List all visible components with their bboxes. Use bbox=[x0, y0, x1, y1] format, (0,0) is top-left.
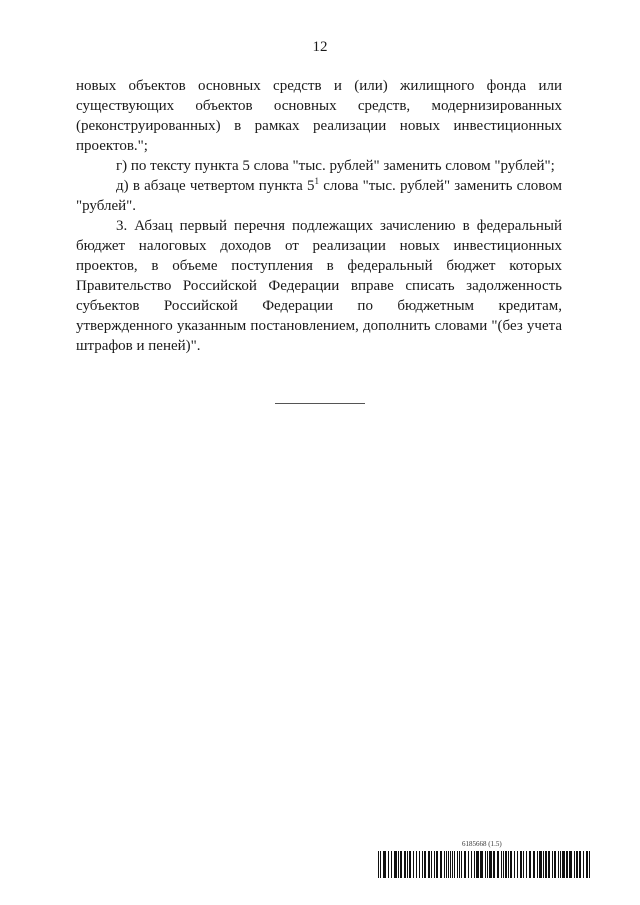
text-line: "рублей". bbox=[76, 198, 137, 214]
text-line: бюджет налоговых доходов от реализации новых инвестиционных bbox=[76, 238, 562, 254]
text-line: Правительство Российской Федерации вправе списать задолженность bbox=[76, 278, 562, 294]
paragraph bbox=[76, 76, 562, 156]
page-number: 12 bbox=[312, 39, 328, 55]
barcode-bar bbox=[576, 851, 578, 878]
barcode-bar bbox=[548, 851, 550, 878]
text-line: субъектов Российской Федерации по бюджетным кредитам, bbox=[76, 298, 562, 314]
text-segment: слова "тыс. рублей" заменить словом bbox=[319, 178, 562, 194]
barcode-bar bbox=[517, 851, 518, 878]
barcode-bar bbox=[446, 851, 447, 878]
barcode-bar bbox=[464, 851, 466, 878]
barcode-bar bbox=[539, 851, 542, 878]
separator-line bbox=[275, 403, 365, 404]
barcode-bar bbox=[378, 851, 379, 878]
barcode-bar bbox=[461, 851, 462, 878]
barcode-bar bbox=[409, 851, 411, 878]
barcode-bar bbox=[391, 851, 392, 878]
barcode-bar bbox=[454, 851, 455, 878]
barcode-bar bbox=[489, 851, 492, 878]
text-segment: д) в абзаце четвертом пункта 5 bbox=[116, 178, 315, 194]
paragraph bbox=[76, 176, 562, 216]
barcode-bar bbox=[457, 851, 458, 878]
text-line: г) по тексту пункта 5 слова "тыс. рублей" заменить словом "рублей"; bbox=[116, 158, 555, 174]
barcode-bar bbox=[503, 851, 504, 878]
text-line: существующих объектов основных средств, модернизированных bbox=[76, 98, 562, 114]
barcode-bar bbox=[476, 851, 479, 878]
barcode-bar bbox=[444, 851, 445, 878]
barcode-bar bbox=[579, 851, 581, 878]
barcode-bar bbox=[505, 851, 507, 878]
barcode-bar bbox=[589, 851, 590, 878]
text-line: 3. Абзац первый перечня подлежащих зачислению в федеральный bbox=[116, 218, 562, 234]
barcode-bar bbox=[545, 851, 547, 878]
barcode-bar bbox=[383, 851, 386, 878]
barcode-bar bbox=[416, 851, 417, 878]
document-body bbox=[76, 76, 562, 356]
barcode-bar bbox=[436, 851, 438, 878]
barcode-bar bbox=[514, 851, 515, 878]
barcode-bar bbox=[431, 851, 432, 878]
barcode-bar bbox=[398, 851, 399, 878]
text-line: проектов, в объеме поступления в федеральный бюджет которых bbox=[76, 258, 562, 274]
barcode-bar bbox=[419, 851, 420, 878]
barcode-bar bbox=[520, 851, 522, 878]
barcode-bar bbox=[480, 851, 483, 878]
barcode-bar bbox=[501, 851, 502, 878]
barcode-bar bbox=[497, 851, 499, 878]
barcode-bar bbox=[560, 851, 561, 878]
barcode-bar bbox=[487, 851, 488, 878]
barcode-bar bbox=[428, 851, 430, 878]
barcode-bar bbox=[569, 851, 572, 878]
barcode-bar bbox=[543, 851, 544, 878]
barcode-bar bbox=[380, 851, 381, 878]
text-line: штрафов и пеней)". bbox=[76, 338, 201, 354]
barcode-bar bbox=[394, 851, 397, 878]
barcode-bar bbox=[558, 851, 559, 878]
barcode-bar bbox=[440, 851, 442, 878]
text-line: (реконструированных) в рамках реализации новых инвестиционных bbox=[76, 118, 562, 134]
text-line: утвержденного указанным постановлением, дополнить словами "(без учета bbox=[76, 318, 562, 334]
barcode-bar bbox=[566, 851, 568, 878]
barcode-bar bbox=[468, 851, 469, 878]
barcode-bar bbox=[493, 851, 495, 878]
barcode-bar bbox=[474, 851, 475, 878]
paragraph bbox=[76, 156, 562, 176]
barcode-bar bbox=[583, 851, 584, 878]
document-code: 6185668 (1.5) bbox=[462, 840, 502, 848]
barcode-bar bbox=[554, 851, 556, 878]
superscript: 1 bbox=[314, 176, 320, 186]
barcode-bar bbox=[422, 851, 423, 878]
barcode-bar bbox=[407, 851, 408, 878]
barcode-bar bbox=[471, 851, 472, 878]
barcode-bar bbox=[552, 851, 553, 878]
barcode-bar bbox=[459, 851, 460, 878]
barcode-bar bbox=[413, 851, 414, 878]
barcode-bar bbox=[448, 851, 449, 878]
text-line: проектов."; bbox=[76, 138, 148, 154]
barcode-bar bbox=[537, 851, 538, 878]
barcode-bar bbox=[450, 851, 451, 878]
barcode-bar bbox=[485, 851, 486, 878]
barcode-bar bbox=[523, 851, 524, 878]
barcode-bar bbox=[424, 851, 426, 878]
barcode-bar bbox=[508, 851, 509, 878]
barcode bbox=[378, 851, 590, 878]
barcode-bar bbox=[586, 851, 588, 878]
barcode-bar bbox=[452, 851, 453, 878]
barcode-bar bbox=[562, 851, 565, 878]
barcode-bar bbox=[529, 851, 531, 878]
barcode-bar bbox=[404, 851, 406, 878]
barcode-bar bbox=[526, 851, 527, 878]
barcode-bar bbox=[510, 851, 512, 878]
text-line bbox=[116, 176, 562, 196]
text-line: новых объектов основных средств и (или) жилищного фонда или bbox=[76, 78, 562, 94]
barcode-bar bbox=[434, 851, 435, 878]
barcode-bar bbox=[388, 851, 389, 878]
barcode-bar bbox=[574, 851, 575, 878]
barcode-bar bbox=[533, 851, 535, 878]
paragraph bbox=[76, 216, 562, 356]
barcode-bar bbox=[400, 851, 402, 878]
